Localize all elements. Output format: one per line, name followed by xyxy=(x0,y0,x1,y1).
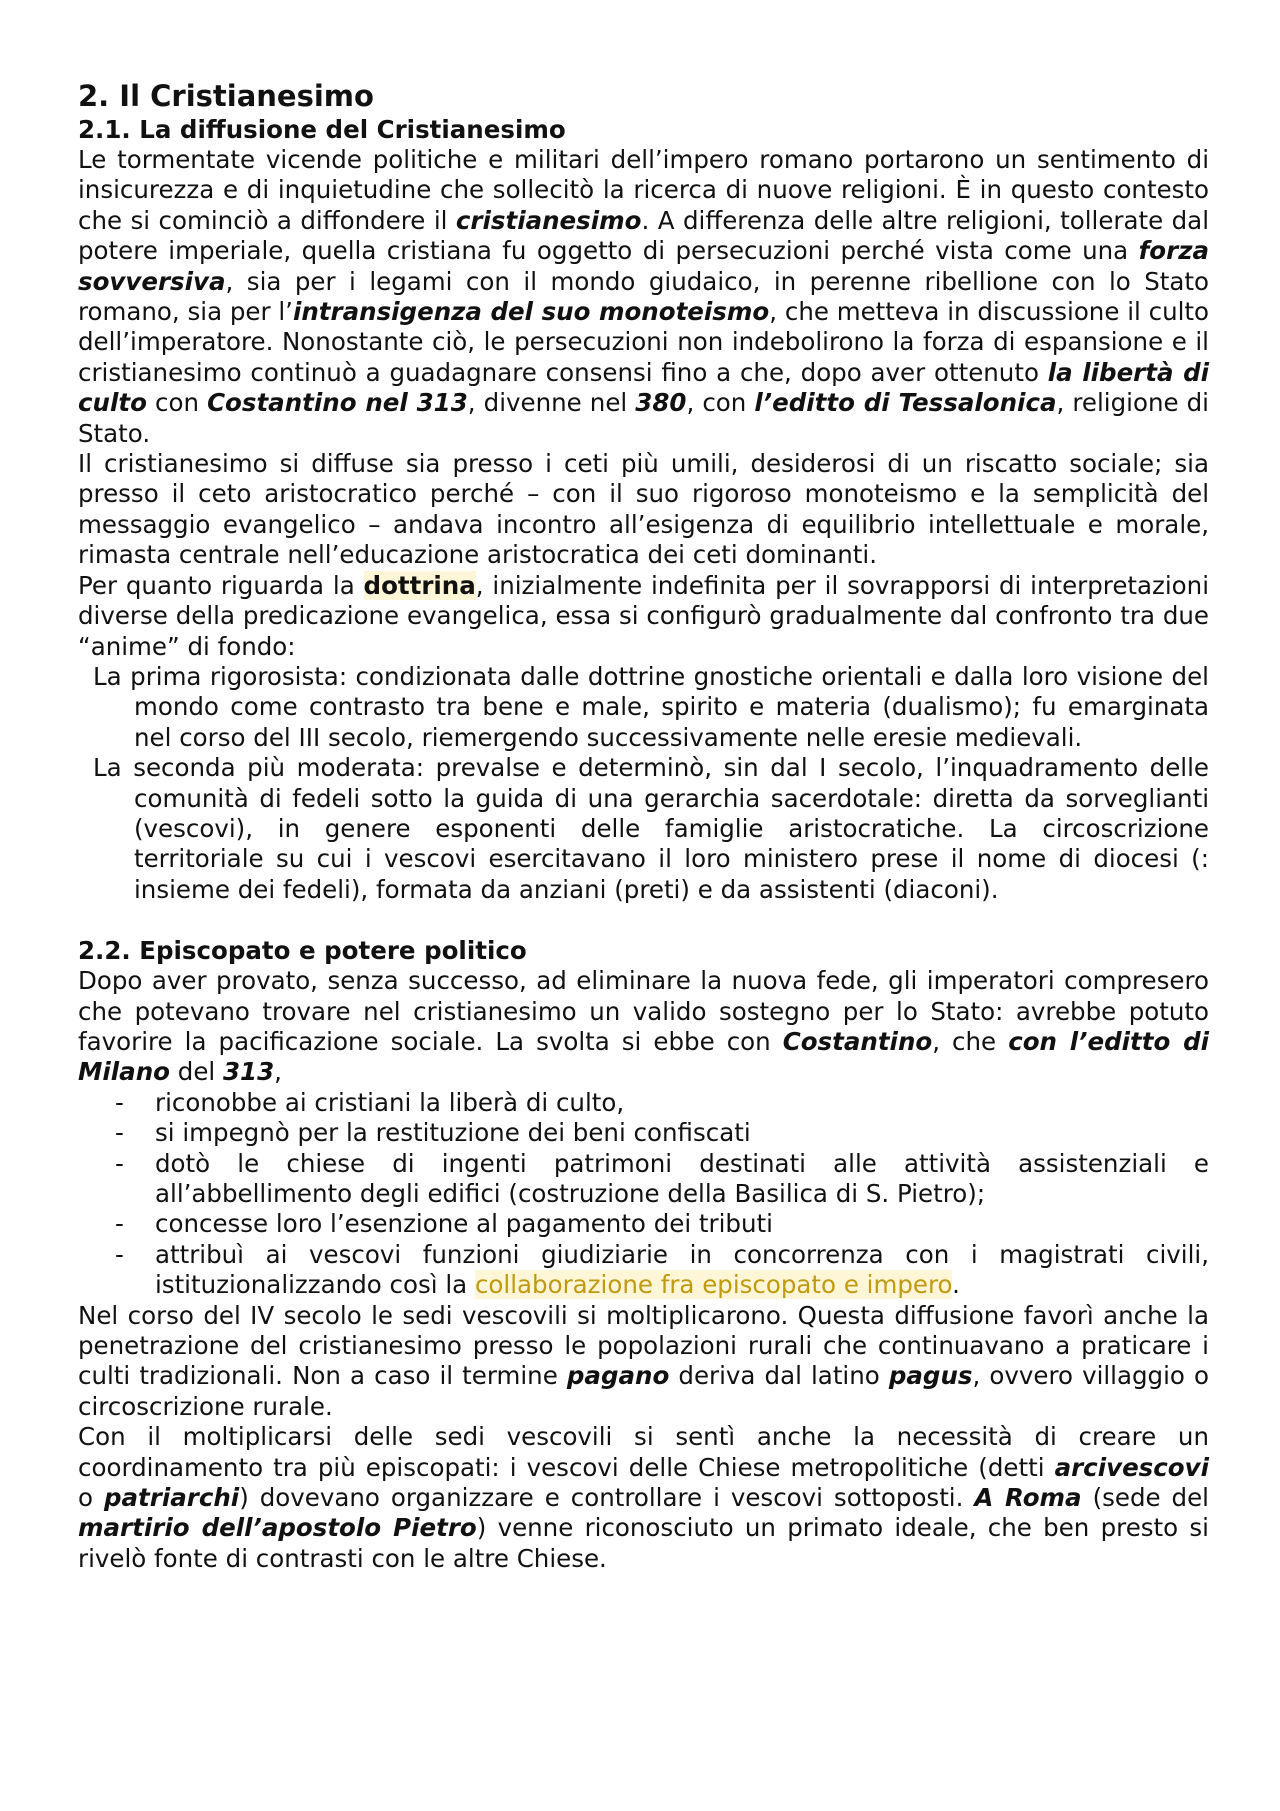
paragraph-ceti: Il cristianesimo si diffuse sia presso i ceti più umili, desiderosi di un riscatto sociale; sia presso il ceto aristocratico perché – con il suo rigoroso monoteismo e la semplicità del messaggio evangelico – andava incontro all’esigenza di equilibrio intellettuale e morale, rimasta centrale nell’educazione aristocratica dei ceti dominanti. xyxy=(78,449,1209,570)
emphasis-patriarchi: patriarchi xyxy=(103,1483,240,1513)
section-spacer xyxy=(78,905,1209,935)
text-run: , xyxy=(274,1057,282,1087)
emphasis-313: 313 xyxy=(223,1057,275,1087)
list-dash: - xyxy=(115,1209,124,1239)
text-run: attribuì ai vescovi funzioni giudiziarie in concorrenza con i magistrati civili, istituzionalizzando così la xyxy=(155,1239,1209,1300)
emphasis-intransigenza: intransigenza del suo monoteismo xyxy=(292,297,770,327)
list-item: La prima rigorosista: condizionata dalle dottrine gnostiche orientali e dalla loro visione del mondo come contrasto tra bene e male, spirito e materia (dualismo); fu emarginata nel corso del III secolo, riemergendo successivamente nelle eresie medievali. xyxy=(93,661,1209,752)
emphasis-arcivescovi: arcivescovi xyxy=(1054,1452,1209,1482)
anime-list xyxy=(78,662,1209,905)
text-run: . xyxy=(952,1270,960,1300)
paragraph-sedi-vescovili xyxy=(78,1301,1209,1423)
list-item xyxy=(78,1149,1209,1210)
emphasis-costantino: Costantino xyxy=(782,1026,933,1056)
text-run: con xyxy=(146,388,208,418)
paragraph-costantino xyxy=(78,966,1209,1088)
emphasis-a-roma: A Roma xyxy=(974,1483,1082,1513)
list-dash: - xyxy=(115,1087,124,1117)
list-item-text: concesse loro l’esenzione al pagamento dei tributi xyxy=(155,1209,773,1239)
text-run: , divenne nel xyxy=(467,388,636,418)
text-run: Nel corso del IV secolo le sedi vescovili si moltiplicarono. Questa diffusione favorì anche la penetrazione del cristianesimo presso le popolazioni rurali che continuavano a praticare i culti tradizionali. Non a caso il termine xyxy=(78,1300,1209,1391)
text-run: Con il moltiplicarsi delle sedi vescovili si sentì anche la necessità di creare un coordinamento tra più episcopati: i vescovi delle Chiese metropolitiche (detti xyxy=(78,1422,1209,1482)
emphasis-forza-sovversiva: forza sovversiva xyxy=(78,236,1209,296)
list-item: La seconda più moderata: prevalse e determinò, sin dal I secolo, l’inquadramento delle comunità di fedeli sotto la guida di una gerarchia sacerdotale: diretta da sorveglianti (vescovi), in genere esponenti delle famiglie aristocratiche. La circoscrizione territoriale su cui i vescovi esercitavano il loro ministero prese il nome di diocesi (: insieme dei fedeli), formata da anziani (preti) e da assistenti (diaconi). xyxy=(93,753,1209,904)
list-dash: - xyxy=(115,1148,124,1178)
section-heading-2-1: 2.1. La diffusione del Cristianesimo xyxy=(78,115,566,144)
emphasis-liberta-di-culto: la libertà di culto xyxy=(78,357,1210,418)
emphasis-costantino-313: Costantino nel 313 xyxy=(207,388,468,418)
costantino-actions-list xyxy=(78,1088,1209,1301)
list-item xyxy=(78,1209,1209,1239)
emphasis-pagano: pagano xyxy=(566,1361,670,1391)
text-run: , ovvero villaggio o circoscrizione rurale. xyxy=(78,1361,1209,1421)
document-body xyxy=(78,78,1209,1574)
emphasis-pagus: pagus xyxy=(888,1361,973,1391)
text-run: , sia per i legami con il mondo giudaico, in perenne ribellione con lo Stato romano, sia per l’ xyxy=(78,266,1209,327)
list-dash: - xyxy=(115,1239,124,1269)
text-run: . A differenza delle altre religioni, tollerate dal potere imperiale, quella cristiana fu oggetto di persecuzioni perché vista come una xyxy=(78,205,1210,266)
list-item-text: dotò le chiese di ingenti patrimoni destinati alle attività assistenziali e all’abbellimento degli edifici (costruzione della Basilica di S. Pietro); xyxy=(155,1148,1209,1208)
text-run: o xyxy=(78,1483,104,1513)
text-run: , con xyxy=(686,388,755,418)
highlight-dottrina: dottrina xyxy=(363,570,476,600)
text-run: , che metteva in discussione il culto dell’imperatore. Nonostante ciò, le persecuzioni non indebolirono la forza di espansione e il cristianesimo continuò a guadagnare consensi fino a che, dopo aver ottenuto xyxy=(78,297,1210,387)
list-item-text: riconobbe ai cristiani la liberà di culto, xyxy=(155,1087,625,1117)
list-item xyxy=(78,1088,1209,1118)
list-item-text: si impegnò per la restituzione dei beni confiscati xyxy=(155,1118,751,1148)
paragraph-episcopati xyxy=(78,1422,1209,1574)
list-item xyxy=(78,1240,1209,1301)
text-run: , che xyxy=(932,1026,1009,1056)
chapter-title: 2. Il Cristianesimo xyxy=(78,79,374,113)
emphasis-martirio-pietro: martirio dell’apostolo Pietro xyxy=(78,1513,477,1543)
emphasis-editto-milano: con l’editto di Milano xyxy=(78,1026,1210,1087)
text-run: Per quanto riguarda la xyxy=(78,570,364,600)
text-run: (sede del xyxy=(1081,1483,1209,1513)
section-heading-2-2: 2.2. Episcopato e potere politico xyxy=(78,936,527,966)
text-run: Dopo aver provato, senza successo, ad eliminare la nuova fede, gli imperatori compresero che potevano trovare nel cristianesimo un valido sostegno per lo Stato: avrebbe potuto favorire la pacificazione sociale. La svolta si ebbe con xyxy=(78,966,1209,1056)
list-item xyxy=(78,1118,1209,1148)
emphasis-editto-tessalonica: l’editto di Tessalonica xyxy=(754,388,1057,418)
text-run: Le tormentate vicende politiche e militari dell’impero romano portarono un sentimento di insicurezza e di inquietudine che sollecitò la ricerca di nuove religioni. È in questo contesto che si cominciò a diffondere il xyxy=(78,145,1209,235)
text-run: , inizialmente indefinita per il sovrapporsi di interpretazioni diverse della predicazione evangelica, essa si configurò gradualmente dal confronto tra due “anime” di fondo: xyxy=(78,570,1209,661)
text-run: ) venne riconosciuto un primato ideale, che ben presto si rivelò fonte di contrasti con le altre Chiese. xyxy=(78,1513,1209,1573)
paragraph-diffusione xyxy=(78,145,1209,449)
text-run: ) dovevano organizzare e controllare i vescovi sottoposti. xyxy=(239,1483,975,1513)
text-run: , religione di Stato. xyxy=(78,388,1209,448)
list-dash: - xyxy=(115,1118,124,1148)
emphasis-380: 380 xyxy=(635,388,687,418)
emphasis-cristianesimo: cristianesimo xyxy=(455,205,642,235)
highlight-collaborazione: collaborazione fra episcopato e impero xyxy=(474,1270,953,1300)
paragraph-dottrina xyxy=(78,571,1209,662)
text-run: deriva dal latino xyxy=(669,1361,889,1391)
text-run: del xyxy=(169,1057,223,1087)
